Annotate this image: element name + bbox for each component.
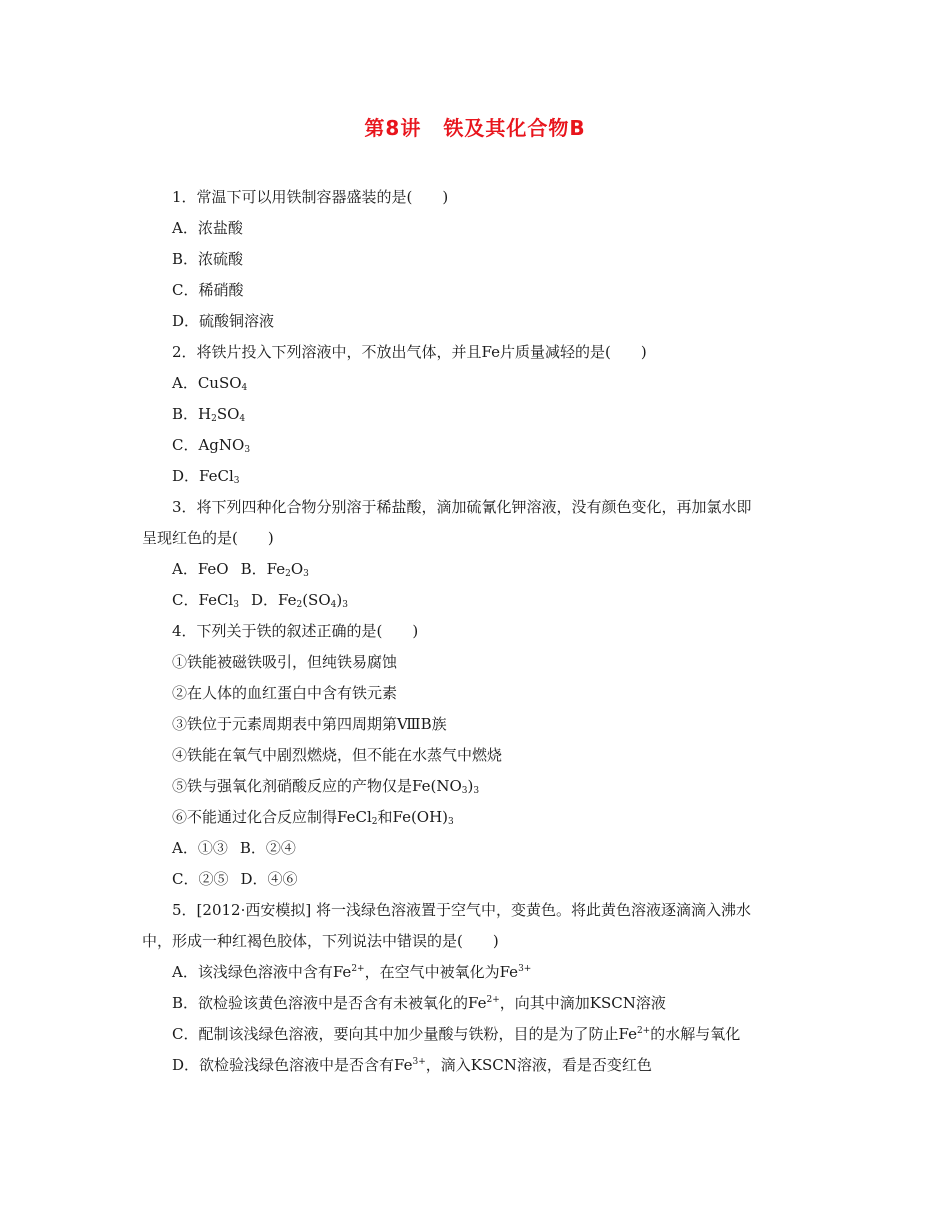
q4-options-ab <box>172 838 296 858</box>
q3-options-ab <box>172 559 309 579</box>
q4-stem: 4．下列关于铁的叙述正确的是( ) <box>172 622 419 640</box>
q4-statement-3: ③铁位于元素周期表中第四周期第ⅧB族 <box>172 715 447 733</box>
q3-option-b: B．$Fe_2O_3$ <box>240 560 309 579</box>
q4-statement-1: ①铁能被磁铁吸引，但纯铁易腐蚀 <box>172 653 398 671</box>
q2-stem: 2．将铁片投入下列溶液中，不放出气体，并且Fe片质量减轻的是( ) <box>172 343 647 361</box>
q1-option-b: B．浓硫酸 <box>172 250 244 268</box>
q5-option-b: B．欲检验该黄色溶液中是否含有未被氧化的$Fe^{2+}$，向其中滴加KSCN溶液 <box>172 994 666 1012</box>
q4-option-d: D．④⑥ <box>240 870 298 888</box>
q5-option-c: C．配制该浅绿色溶液，要向其中加少量酸与铁粉，目的是为了防止$Fe^{2+}$的水解与氧化 <box>172 1025 741 1043</box>
q1-option-c: C．稀硝酸 <box>172 281 244 299</box>
q1-stem: 1．常温下可以用铁制容器盛装的是( ) <box>172 188 449 206</box>
q4-statement-4: ④铁能在氧气中剧烈燃烧，但不能在水蒸气中燃烧 <box>172 746 503 764</box>
q3-option-d: D．$Fe_2(SO_4)_3$ <box>250 591 348 610</box>
lesson-topic: 铁及其化合物B <box>443 116 586 140</box>
q4-statement-5: ⑤铁与强氧化剂硝酸反应的产物仅是$Fe(NO_3)_3$ <box>172 777 480 796</box>
q5-stem-line2: 中，形成一种红褐色胶体，下列说法中错误的是( ) <box>142 932 499 950</box>
q4-option-c: C．②⑤ <box>172 870 229 888</box>
q2-option-b: B．$H_2SO_4$ <box>172 405 246 424</box>
q3-option-a: A．FeO <box>172 560 229 578</box>
q4-statement-2: ②在人体的血红蛋白中含有铁元素 <box>172 684 398 702</box>
page-title <box>0 112 950 141</box>
q5-option-d: D．欲检验浅绿色溶液中是否含有$Fe^{3+}$，滴入KSCN溶液，看是否变红色 <box>172 1056 652 1074</box>
q4-options-cd <box>172 869 298 889</box>
q2-option-c: C．AgNO$_3$ <box>172 436 251 455</box>
q4-option-b: B．②④ <box>239 839 296 857</box>
q5-stem-line1: 5．[2012·西安模拟] 将一浅绿色溶液置于空气中，变黄色。将此黄色溶液逐滴滴入沸水 <box>172 901 751 919</box>
q1-option-d: D．硫酸铜溶液 <box>172 312 275 330</box>
q3-options-cd <box>172 590 348 610</box>
lesson-number: 第8讲 <box>364 116 422 140</box>
q2-option-d: D．FeCl$_3$ <box>172 467 240 486</box>
q3-stem-line1: 3．将下列四种化合物分别溶于稀盐酸，滴加硫氰化钾溶液，没有颜色变化，再加氯水即 <box>172 498 752 516</box>
q3-stem-line2: 呈现红色的是( ) <box>142 529 274 547</box>
q4-statement-6: ⑥不能通过化合反应制得FeCl$_2$和$Fe(OH)_3$ <box>172 808 454 827</box>
q3-option-c: C．FeCl$_3$ <box>172 591 239 610</box>
q5-option-a: A．该浅绿色溶液中含有$Fe^{2+}$，在空气中被氧化为$Fe^{3+}$ <box>172 963 532 981</box>
q2-option-a: A．CuSO$_4$ <box>172 374 248 393</box>
q4-option-a: A．①③ <box>172 839 228 857</box>
q1-option-a: A．浓盐酸 <box>172 219 243 237</box>
